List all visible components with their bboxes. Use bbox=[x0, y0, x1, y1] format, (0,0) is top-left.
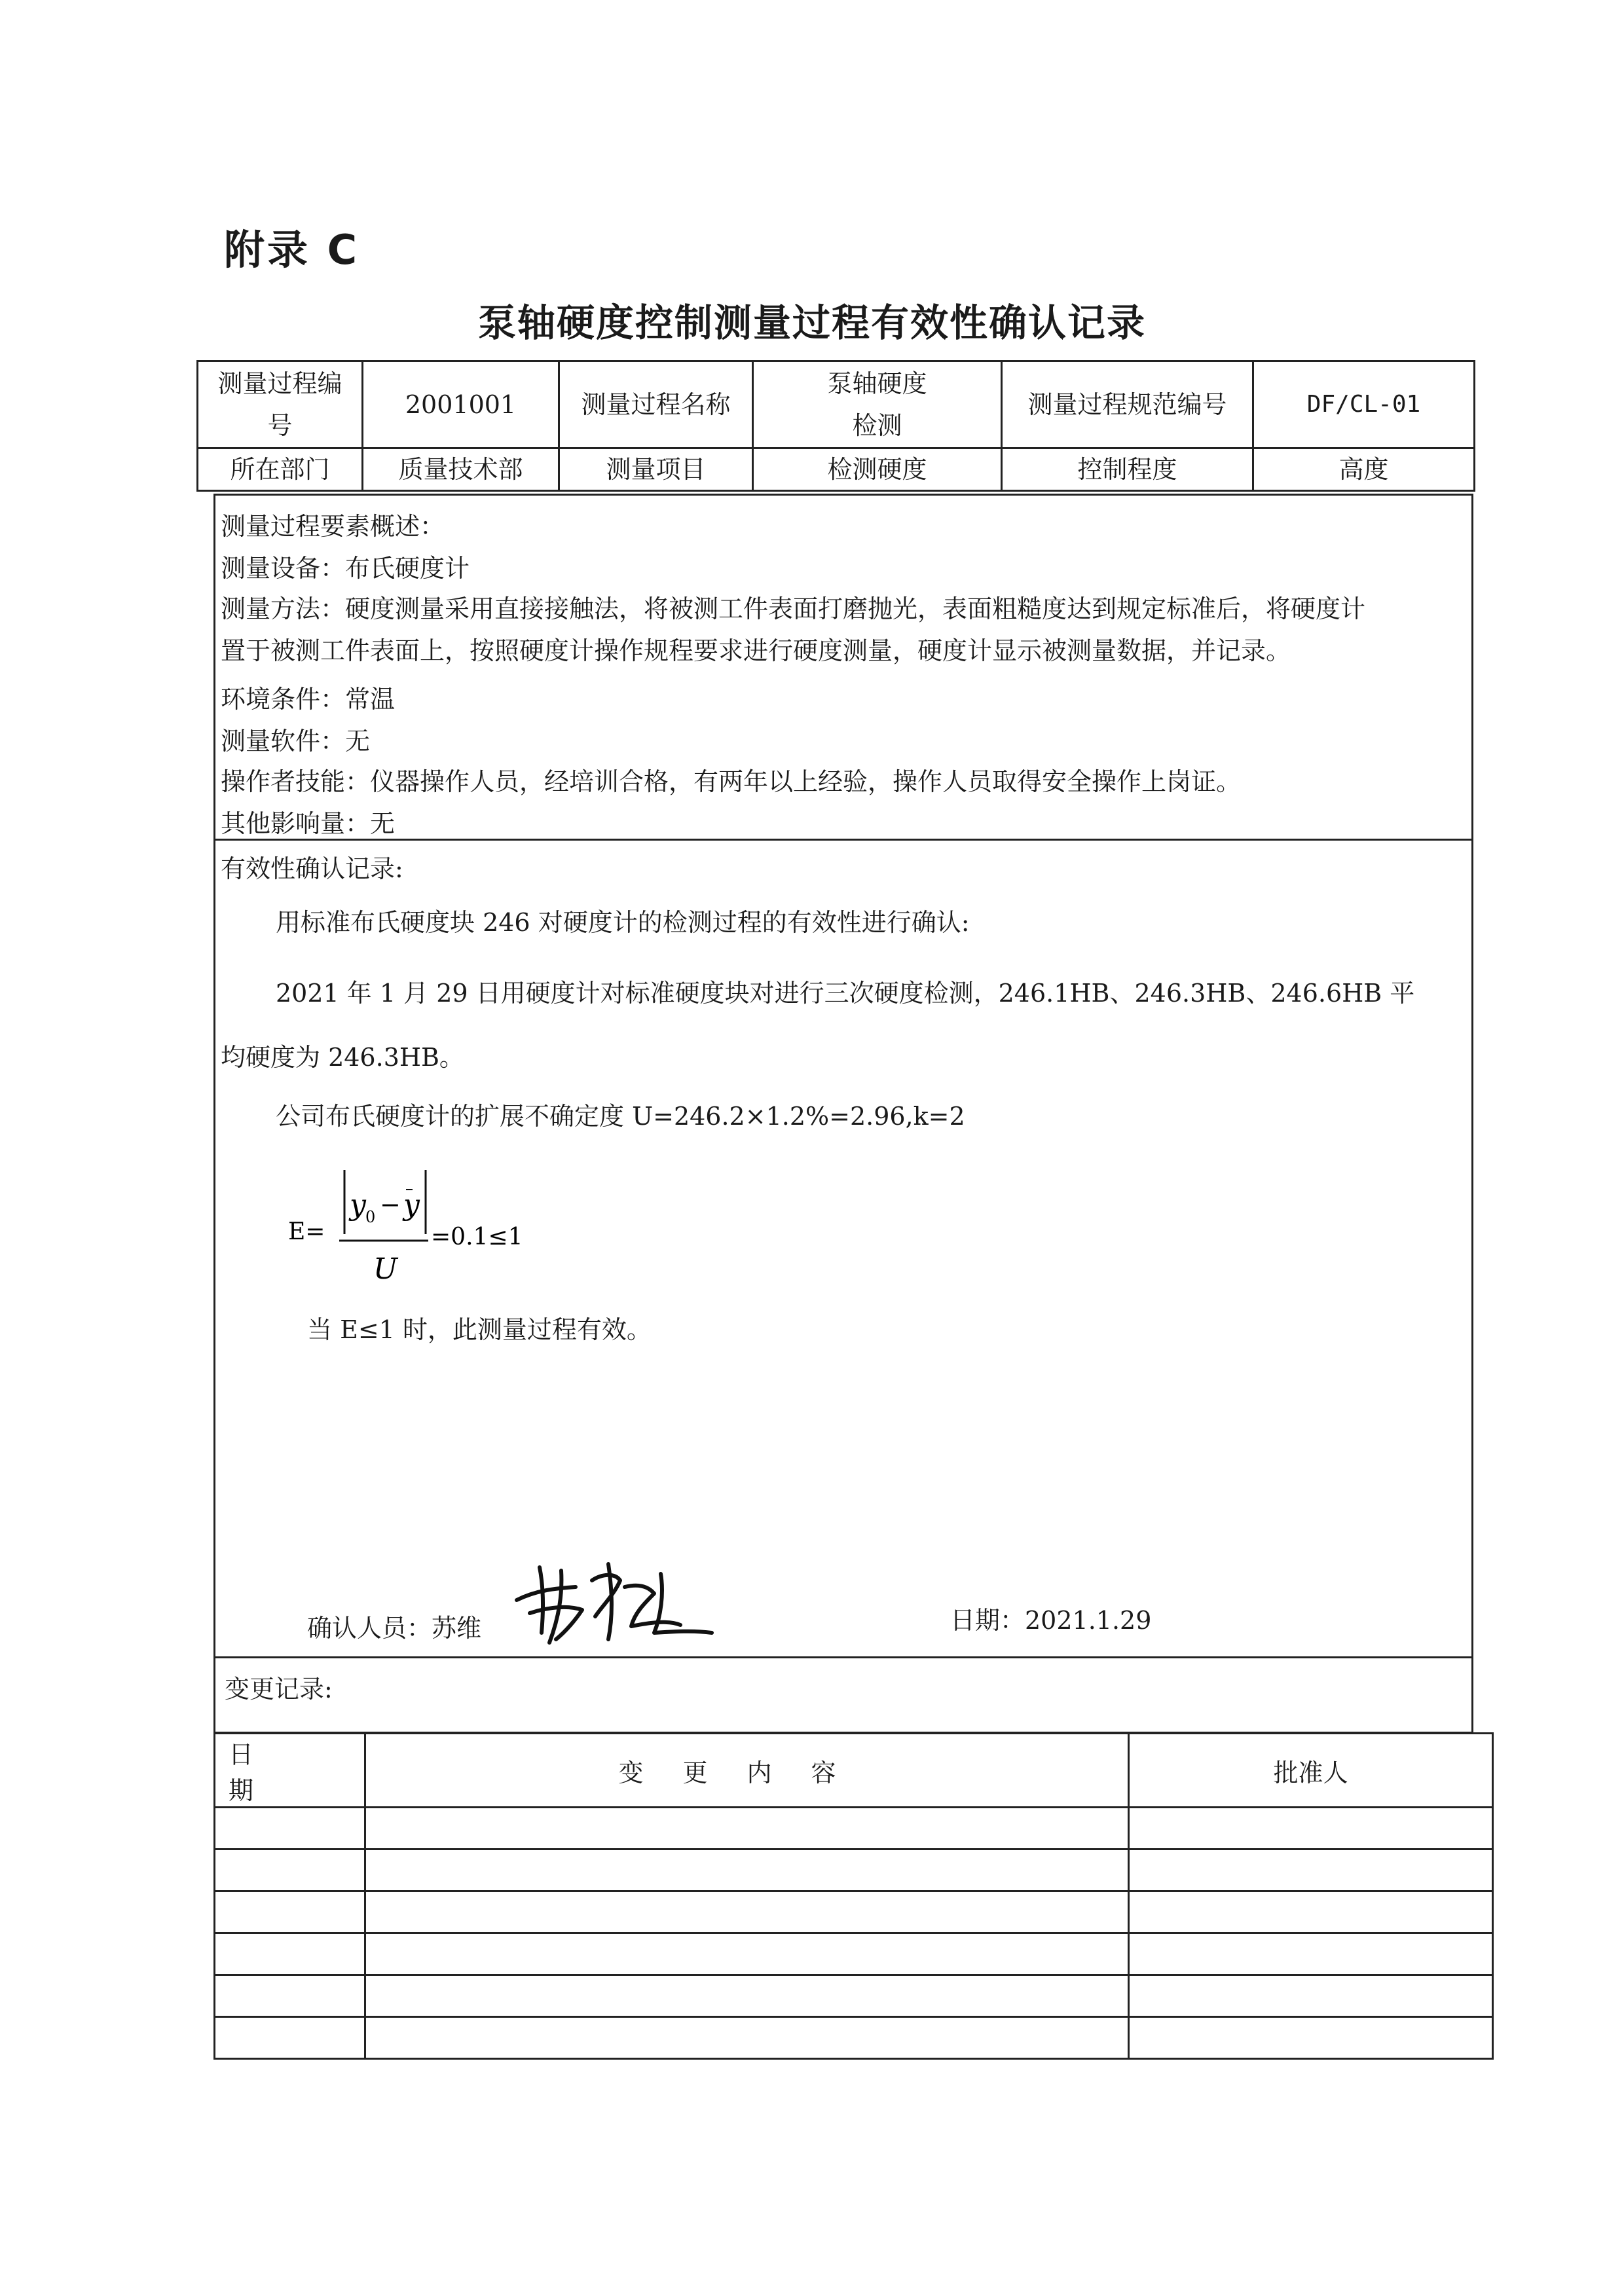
summary-method-1: 测量方法：硬度测量采用直接接触法，将被测工件表面打磨抛光，表面粗糙度达到规定标准后，将硬度计 bbox=[221, 594, 1366, 623]
change-row-content[interactable] bbox=[365, 1850, 1129, 1891]
confirmer: 确认人员：苏维 bbox=[307, 1614, 482, 1643]
header-table bbox=[196, 360, 1475, 492]
change-table bbox=[213, 1732, 1494, 2060]
label-process-code: 测量过程编号 bbox=[198, 361, 363, 448]
validation-conclusion: 当 E≤1 时，此测量过程有效。 bbox=[307, 1315, 652, 1344]
confirm-date: 日期：2021.1.29 bbox=[950, 1606, 1152, 1635]
change-row-content[interactable] bbox=[365, 1933, 1129, 1975]
summary-method-2: 置于被测工件表面上，按照硬度计操作规程要求进行硬度测量，硬度计显示被测量数据，并记录。 bbox=[221, 636, 1291, 665]
change-row-content[interactable] bbox=[365, 1891, 1129, 1933]
change-row-approver[interactable] bbox=[1129, 2017, 1493, 2059]
document-title: 泵轴硬度控制测量过程有效性确认记录 bbox=[477, 301, 1146, 345]
formula-denominator: U bbox=[373, 1252, 398, 1286]
spec-code: DF/CL-01 bbox=[1253, 361, 1475, 448]
col-approver: 批准人 bbox=[1129, 1734, 1493, 1808]
change-row-date[interactable] bbox=[215, 1850, 365, 1891]
summary-other: 其他影响量：无 bbox=[221, 809, 396, 838]
change-row bbox=[215, 2017, 1493, 2059]
control-level: 高度 bbox=[1253, 448, 1475, 491]
label-measure-item: 测量项目 bbox=[559, 448, 753, 491]
label-control-level: 控制程度 bbox=[1002, 448, 1253, 491]
change-row-date[interactable] bbox=[215, 1975, 365, 2017]
change-row bbox=[215, 1975, 1493, 2017]
label-process-name: 测量过程名称 bbox=[559, 361, 753, 448]
validity-formula bbox=[288, 1162, 616, 1293]
change-row bbox=[215, 1850, 1493, 1891]
summary-environment: 环境条件：常温 bbox=[221, 685, 396, 714]
summary-operator: 操作者技能：仪器操作人员，经培训合格，有两年以上经验，操作人员取得安全操作上岗证。 bbox=[221, 767, 1242, 796]
process-code: 2001001 bbox=[363, 361, 559, 448]
change-row-date[interactable] bbox=[215, 2017, 365, 2059]
change-row bbox=[215, 1933, 1493, 1975]
change-row-approver[interactable] bbox=[1129, 1808, 1493, 1850]
change-row bbox=[215, 1808, 1493, 1850]
formula-ybar: y bbox=[403, 1188, 420, 1222]
label-spec-code: 测量过程规范编号 bbox=[1002, 361, 1253, 448]
appendix-label: 附录 C bbox=[224, 226, 360, 274]
validation-p3: 公司布氏硬度计的扩展不确定度 U=246.2×1.2%=2.96,k=2 bbox=[276, 1102, 965, 1131]
change-row-date[interactable] bbox=[215, 1933, 365, 1975]
change-row-approver[interactable] bbox=[1129, 1975, 1493, 2017]
formula-minus: − bbox=[380, 1190, 401, 1219]
measure-item: 检测硬度 bbox=[753, 448, 1002, 491]
summary-software: 测量软件：无 bbox=[221, 727, 371, 756]
formula-prefix: E= bbox=[288, 1218, 325, 1245]
change-row-content[interactable] bbox=[365, 1808, 1129, 1850]
change-row-approver[interactable] bbox=[1129, 1933, 1493, 1975]
change-row-date[interactable] bbox=[215, 1891, 365, 1933]
change-record-section bbox=[213, 1656, 1473, 1734]
col-content: 变更内容 bbox=[365, 1734, 1129, 1808]
validation-heading: 有效性确认记录: bbox=[221, 854, 403, 883]
summary-heading: 测量过程要素概述： bbox=[221, 512, 445, 541]
formula-result: =0.1≤1 bbox=[431, 1224, 523, 1250]
validation-p2-line2: 均硬度为 246.3HB。 bbox=[221, 1043, 464, 1072]
change-row-date[interactable] bbox=[215, 1808, 365, 1850]
change-row bbox=[215, 1891, 1493, 1933]
change-record-heading: 变更记录: bbox=[225, 1675, 333, 1704]
label-department: 所在部门 bbox=[198, 448, 363, 491]
validation-p2-line1: 2021 年 1 月 29 日用硬度计对标准硬度块对进行三次硬度检测，246.1HB、246.3HB、246.6HB 平 bbox=[276, 979, 1415, 1008]
signature bbox=[504, 1554, 720, 1652]
formula-y0: y bbox=[350, 1188, 366, 1222]
process-name: 泵轴硬度检测 bbox=[753, 361, 1002, 448]
department: 质量技术部 bbox=[363, 448, 559, 491]
formula-sub0: 0 bbox=[365, 1208, 376, 1226]
change-row-content[interactable] bbox=[365, 1975, 1129, 2017]
change-row-content[interactable] bbox=[365, 2017, 1129, 2059]
summary-equipment: 测量设备：布氏硬度计 bbox=[221, 554, 470, 583]
col-date: 日 期 bbox=[215, 1734, 365, 1808]
change-row-approver[interactable] bbox=[1129, 1891, 1493, 1933]
summary-section bbox=[213, 494, 1473, 841]
change-row-approver[interactable] bbox=[1129, 1850, 1493, 1891]
validation-p1: 用标准布氏硬度块 246 对硬度计的检测过程的有效性进行确认: bbox=[276, 908, 970, 937]
